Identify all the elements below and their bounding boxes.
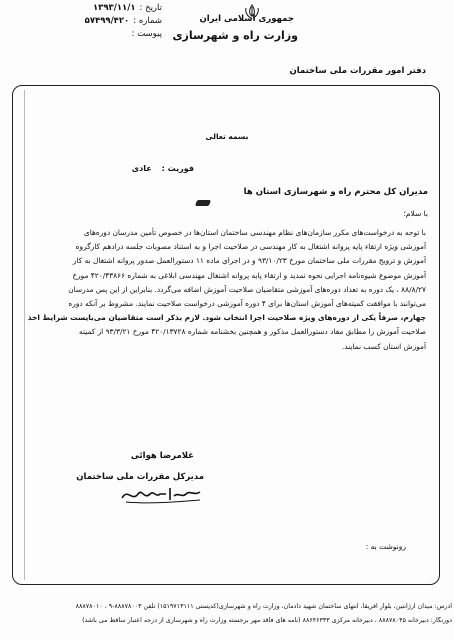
footer-fax: دورنگار: دبیرخانه ۸۸۸۷۸۰۴۵ ، دبیرخانه مرکزی ۸۸۶۴۶۳۳۳ (نامه های فاقد مهر برجسته وزارت راه و شهرسازی از درجه اعتبار ساقط می باشد) [82,617,452,624]
attachment-row [22,28,162,41]
urgency-label: فوریت : [161,164,194,173]
office-heading: دفتر امور مقررات ملی ساختمان [289,66,426,76]
signer-title: مدیرکل مقررات ملی ساختمان [76,472,204,482]
copy-to: رونوشت به : [365,542,406,551]
signature-image [120,482,204,506]
urgency-row [132,164,194,173]
basmala: بسمه تعالی [205,132,249,141]
number-row [22,15,162,28]
date-label: تاریخ : [139,3,162,13]
body-line: آموزش و ترویج مقررات ملی ساختمان مورخ ۹۳/۱۰/۲۳ و در اجرای ماده ۱۱ دستورالعمل صدور پروانه اشتغال به کار [72,256,426,266]
number-label: شماره : [133,16,162,26]
attachment-label: پیوست : [131,29,162,39]
date-value: ۱۳۹۳/۱۱/۱ [92,3,136,13]
republic-heading: جمهوری اسلامی ایران [199,14,294,24]
footer-address: آدرس: میدان آرژانتین، بلوار آفریقا، انتهای ساختمان شهید دادمان، وزارت راه و شهرسازی(کدپستی ۱۵۱۹۷۱۳۱۱۱) تلفن ۸۸۸۷۸۰۰۳-۹ ، ۸۸۸۷۸۰۱۰ [75,603,452,610]
date-row [22,2,162,15]
body-line: صلاحیت آموزش را مطابق مفاد دستورالعمل مذکور و همچنین بخشنامه شماره ۴۲۰/۱۳۷۲۸ مورخ ۹۳/۳/۲۱ از کمیته [79,327,426,337]
body-line: آموزش استان کسب نمایند. [341,341,426,351]
signer-name: غلامرضا هوائی [130,451,194,461]
greeting: با سلام؛ [403,209,428,218]
body-line: آموزشی ویژه ارتقاء پایه پروانه اشتغال به کار مهندسی در صلاحیت اجرا و به استناد مصوبات جلسه درادهم کارگروه [75,242,426,252]
ministry-heading: وزارت راه و شهرسازی [172,29,298,42]
recipient: مدیران کل محترم راه و شهرسازی استان ها [243,187,428,197]
urgency-value: عادی [131,164,152,173]
body-line-emphasis: چهارم، صرفاً یکی از دوره‌های ویژه صلاحیت اجرا انتخاب شود. لازم بذکر است متقاضیان می‌بایست شرایط اخذ [27,313,426,323]
body-line: با توجه به درخواست‌های مکرر سازمان‌های نظام مهندسی ساختمان استان‌ها در خصوص تأمین مدرسان دوره‌های [83,228,426,237]
letter-meta [22,2,162,41]
body-line: می‌توانند با موافقت کمیته‌های آموزش استان‌ها برای ۴ دوره آموزشی درخواست صلاحیت نمایند. مشروط بر آنکه دوره [68,299,426,309]
body-line: آموزش موضوع شیوه‌نامه اجرایی نحوه تمدید و ارتقاء پایه پروانه اشتغال مهندسی ابلاغی به شماره ۴۲۰/۴۳۸۶۶ مورخ [72,270,426,280]
body-line: ۸۸/۸/۲۷ ، یک دوره به تعداد دوره‌های آموزشی متقاضیان صلاحیت آموزش اضافه می‌گردد. بنابراین از این پس مدرسان [68,284,426,294]
letter-body [24,226,426,354]
number-value: ۵۷۴۹۹/۴۲۰ [84,16,130,26]
ink-mark [195,200,211,206]
